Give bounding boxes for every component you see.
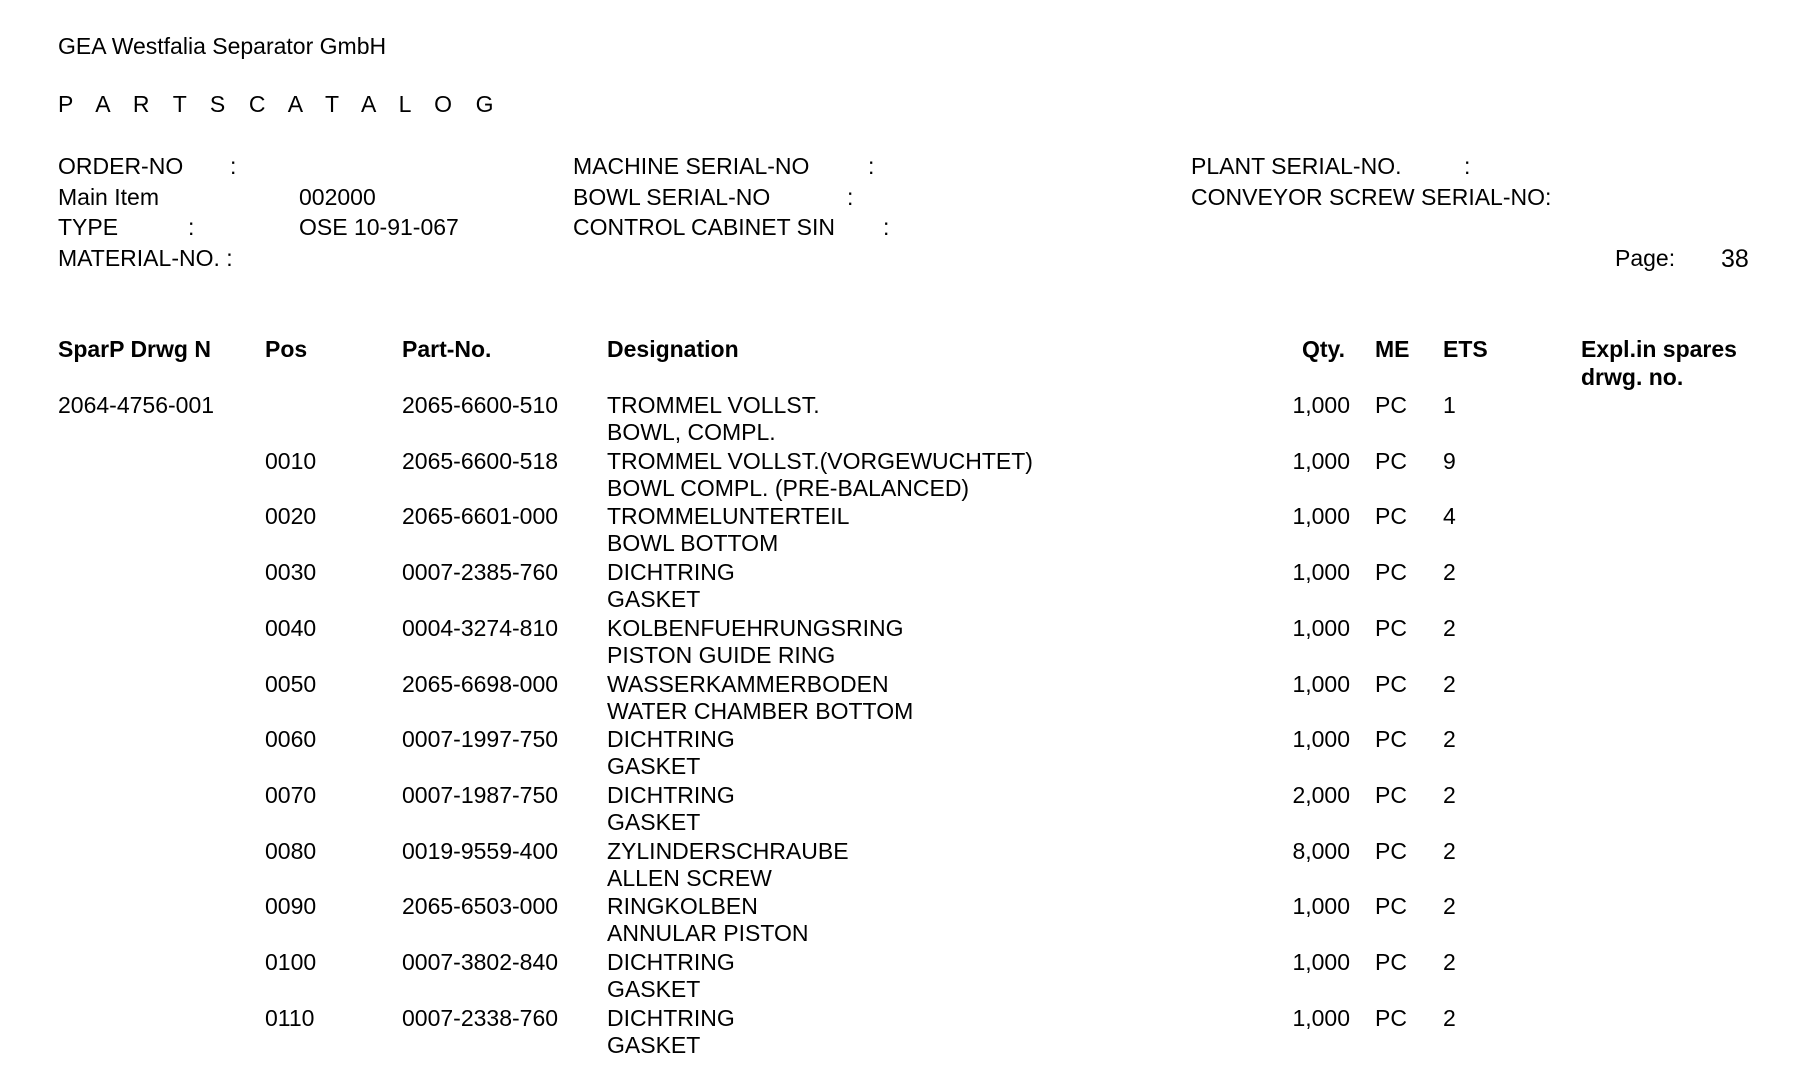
row-qty: 1,000 [1292,392,1350,418]
row-me: PC [1375,503,1407,529]
row-pos: 0090 [265,893,317,919]
row-qty: 1,000 [1292,893,1350,919]
type-value: OSE 10-91-067 [299,214,459,240]
order-no-colon: : [230,153,237,179]
row-me: PC [1375,949,1407,975]
row-part-no: 0019-9559-400 [402,838,559,864]
row-qty: 1,000 [1292,726,1350,752]
order-no-label: ORDER-NO [58,153,184,179]
row-designation-en: WATER CHAMBER BOTTOM [607,698,914,724]
row-designation-de: TROMMELUNTERTEIL [607,503,850,529]
col-designation: Designation [607,336,739,362]
col-sparp-drwg: SparP Drwg N [58,336,211,362]
bowl-serial-colon: : [847,184,854,210]
company-name: GEA Westfalia Separator GmbH [58,33,387,59]
row-designation-en: BOWL BOTTOM [607,530,779,556]
machine-serial-colon: : [868,153,875,179]
row-ets: 2 [1443,949,1456,975]
row-ets: 2 [1443,559,1456,585]
row-designation-en: BOWL COMPL. (PRE-BALANCED) [607,475,970,501]
row-ets: 2 [1443,726,1456,752]
row-me: PC [1375,392,1407,418]
row-part-no: 0007-1987-750 [402,782,559,808]
plant-serial-label: PLANT SERIAL-NO. [1191,153,1402,179]
machine-serial-label: MACHINE SERIAL-NO [573,153,810,179]
row-me: PC [1375,726,1407,752]
row-pos: 0020 [265,503,317,529]
col-pos: Pos [265,336,308,362]
row-ets: 2 [1443,893,1456,919]
row-designation-en: GASKET [607,976,701,1002]
row-ets: 2 [1443,1005,1456,1031]
row-me: PC [1375,893,1407,919]
row-designation-de: DICHTRING [607,726,735,752]
row-designation-de: DICHTRING [607,949,735,975]
page-label: Page: [1615,245,1676,271]
row-part-no: 0007-1997-750 [402,726,559,752]
row-qty: 1,000 [1292,1005,1350,1031]
row-qty: 1,000 [1292,615,1350,641]
plant-serial-colon: : [1464,153,1471,179]
row-pos: 0070 [265,782,317,808]
row-me: PC [1375,448,1407,474]
row-designation-de: TROMMEL VOLLST.(VORGEWUCHTET) [607,448,1033,474]
row-me: PC [1375,838,1407,864]
col-me: ME [1375,336,1410,362]
row-qty: 1,000 [1292,503,1350,529]
row-designation-de: DICHTRING [607,559,735,585]
row-pos: 0010 [265,448,317,474]
main-item-value: 002000 [299,184,376,210]
col-part-no: Part-No. [402,336,492,362]
row-me: PC [1375,671,1407,697]
row-sparp-drwg: 2064-4756-001 [58,392,215,418]
row-part-no: 2065-6600-518 [402,448,559,474]
row-part-no: 2065-6601-000 [402,503,559,529]
row-ets: 1 [1443,392,1456,418]
bowl-serial-label: BOWL SERIAL-NO [573,184,771,210]
page-number: 38 [1721,245,1749,273]
row-part-no: 0007-2338-760 [402,1005,559,1031]
row-ets: 2 [1443,615,1456,641]
col-expl-line1: Expl.in spares [1581,336,1737,362]
row-me: PC [1375,559,1407,585]
col-expl-line2: drwg. no. [1581,364,1684,390]
row-me: PC [1375,782,1407,808]
row-designation-en: PISTON GUIDE RING [607,642,836,668]
row-pos: 0110 [265,1005,315,1031]
control-cabinet-colon: : [883,214,890,240]
row-designation-en: ALLEN SCREW [607,865,772,891]
row-qty: 1,000 [1292,671,1350,697]
row-part-no: 0007-3802-840 [402,949,559,975]
row-designation-en: GASKET [607,809,701,835]
row-qty: 1,000 [1292,448,1350,474]
row-pos: 0050 [265,671,317,697]
document-title: P A R T S C A T A L O G [58,91,503,117]
row-pos: 0030 [265,559,317,585]
row-designation-de: ZYLINDERSCHRAUBE [607,838,849,864]
row-qty: 1,000 [1292,949,1350,975]
row-designation-de: DICHTRING [607,782,735,808]
row-designation-de: DICHTRING [607,1005,735,1031]
row-part-no: 0004-3274-810 [402,615,559,641]
row-designation-en: BOWL, COMPL. [607,419,776,445]
row-me: PC [1375,615,1407,641]
row-part-no: 2065-6503-000 [402,893,559,919]
row-ets: 2 [1443,782,1456,808]
conveyor-screw-label: CONVEYOR SCREW SERIAL-NO: [1191,184,1552,210]
row-designation-de: KOLBENFUEHRUNGSRING [607,615,904,641]
row-ets: 2 [1443,671,1456,697]
row-ets: 9 [1443,448,1456,474]
main-item-label: Main Item [58,184,159,210]
row-qty: 1,000 [1292,559,1350,585]
row-designation-de: TROMMEL VOLLST. [607,392,820,418]
row-ets: 2 [1443,838,1456,864]
row-pos: 0080 [265,838,317,864]
row-pos: 0060 [265,726,317,752]
type-colon: : [188,214,195,240]
row-designation-de: WASSERKAMMERBODEN [607,671,889,697]
row-pos: 0040 [265,615,317,641]
row-ets: 4 [1443,503,1456,529]
row-part-no: 2065-6600-510 [402,392,559,418]
row-designation-en: GASKET [607,586,701,612]
type-label: TYPE [58,214,119,240]
row-qty: 8,000 [1292,838,1350,864]
row-me: PC [1375,1005,1407,1031]
col-qty: Qty. [1302,336,1346,362]
material-no-label: MATERIAL-NO. : [58,245,233,271]
row-designation-en: GASKET [607,1032,701,1058]
row-designation-en: GASKET [607,753,701,779]
control-cabinet-label: CONTROL CABINET SIN [573,214,835,240]
row-part-no: 0007-2385-760 [402,559,559,585]
col-ets: ETS [1443,336,1488,362]
row-qty: 2,000 [1292,782,1350,808]
row-pos: 0100 [265,949,317,975]
row-designation-de: RINGKOLBEN [607,893,758,919]
row-designation-en: ANNULAR PISTON [607,920,809,946]
row-part-no: 2065-6698-000 [402,671,559,697]
